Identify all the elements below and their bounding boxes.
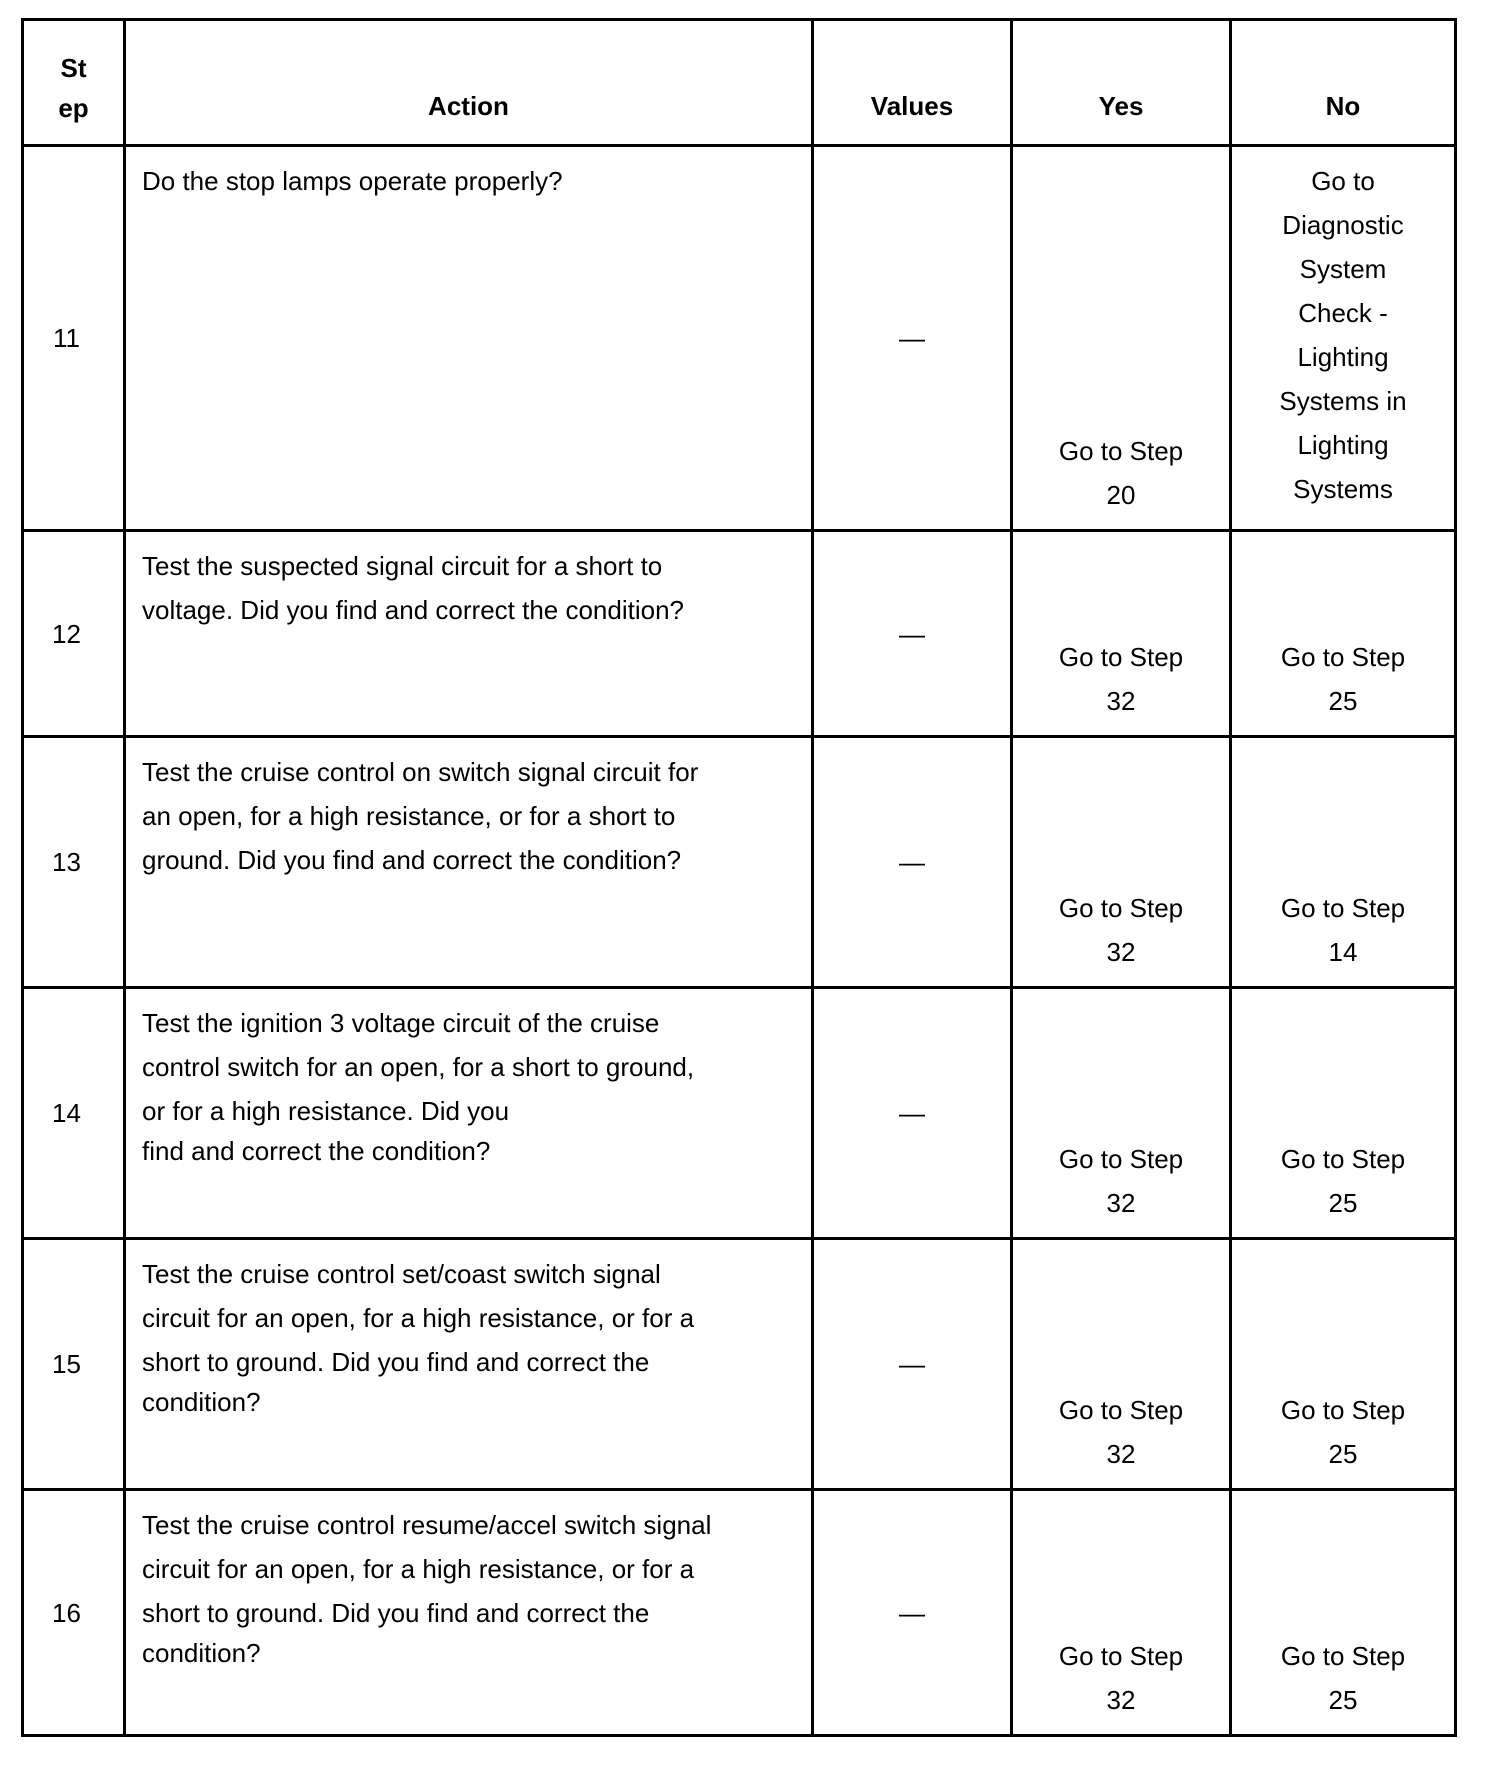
no-line: Systems in xyxy=(1279,386,1407,416)
values-cell: — xyxy=(813,531,1012,737)
no-line: Go to xyxy=(1311,166,1375,196)
action-text xyxy=(125,737,813,988)
yes-line: Go to Step xyxy=(1058,1395,1184,1425)
step-header-line1: St xyxy=(60,53,87,83)
table-row xyxy=(23,1239,1456,1490)
no-cell xyxy=(1231,1239,1456,1490)
no-line: 25 xyxy=(1328,1188,1358,1218)
no-line: 14 xyxy=(1328,937,1358,967)
yes-line: 32 xyxy=(1106,686,1136,716)
action-line: an open, for a high resistance, or for a short to xyxy=(142,801,676,831)
yes-header: Yes xyxy=(1012,20,1231,146)
action-line: Test the cruise control set/coast switch signal xyxy=(142,1259,661,1289)
yes-cell xyxy=(1012,531,1231,737)
table-row xyxy=(23,1490,1456,1736)
yes-cell xyxy=(1012,988,1231,1239)
action-text xyxy=(125,531,813,737)
action-text xyxy=(125,988,813,1239)
step-header xyxy=(23,20,125,146)
action-line: control switch for an open, for a short to ground, xyxy=(142,1052,695,1082)
table-row xyxy=(23,988,1456,1239)
no-line: 25 xyxy=(1328,1439,1358,1469)
no-cell xyxy=(1231,988,1456,1239)
yes-line: 32 xyxy=(1106,1685,1136,1715)
no-line: 25 xyxy=(1328,686,1358,716)
no-line: 25 xyxy=(1328,1685,1358,1715)
table-row xyxy=(23,146,1456,531)
yes-line: 32 xyxy=(1106,1188,1136,1218)
action-line: or for a high resistance. Did you xyxy=(142,1096,510,1126)
yes-cell xyxy=(1012,146,1231,531)
yes-line: Go to Step xyxy=(1058,893,1184,923)
yes-cell xyxy=(1012,1490,1231,1736)
action-line: voltage. Did you find and correct the condition? xyxy=(142,595,685,625)
no-line: Go to Step xyxy=(1280,893,1406,923)
action-line: condition? xyxy=(142,1638,261,1668)
no-header: No xyxy=(1231,20,1456,146)
step-number: 16 xyxy=(23,1490,125,1736)
step-number: 15 xyxy=(23,1239,125,1490)
no-cell xyxy=(1231,737,1456,988)
yes-line: Go to Step xyxy=(1058,436,1184,466)
values-cell: — xyxy=(813,146,1012,531)
step-number: 14 xyxy=(23,988,125,1239)
step-number: 12 xyxy=(23,531,125,737)
no-line: Go to Step xyxy=(1280,642,1406,672)
action-line: circuit for an open, for a high resistance, or for a xyxy=(142,1303,695,1333)
values-cell: — xyxy=(813,1239,1012,1490)
no-line: Lighting xyxy=(1297,430,1389,460)
diagnostic-table xyxy=(21,18,1457,1737)
action-line: Test the cruise control on switch signal circuit for xyxy=(142,757,699,787)
step-number: 13 xyxy=(23,737,125,988)
no-cell xyxy=(1231,146,1456,531)
no-cell xyxy=(1231,531,1456,737)
action-text xyxy=(125,1239,813,1490)
table-row xyxy=(23,531,1456,737)
action-header: Action xyxy=(125,20,813,146)
values-cell: — xyxy=(813,1490,1012,1736)
action-text xyxy=(125,1490,813,1736)
action-line: condition? xyxy=(142,1387,261,1417)
step-header-line2: ep xyxy=(58,93,89,123)
action-line: circuit for an open, for a high resistance, or for a xyxy=(142,1554,695,1584)
action-line: Test the cruise control resume/accel switch signal xyxy=(142,1510,712,1540)
yes-line: 32 xyxy=(1106,1439,1136,1469)
step-number: 11 xyxy=(23,146,125,531)
header-row xyxy=(23,20,1456,146)
no-line: Systems xyxy=(1293,474,1393,504)
values-cell: — xyxy=(813,988,1012,1239)
table-row xyxy=(23,737,1456,988)
no-line: System xyxy=(1299,254,1387,284)
action-line: Test the ignition 3 voltage circuit of the cruise xyxy=(142,1008,660,1038)
action-text: Do the stop lamps operate properly? xyxy=(125,146,813,531)
yes-line: 20 xyxy=(1106,480,1136,510)
values-cell: — xyxy=(813,737,1012,988)
yes-line: Go to Step xyxy=(1058,642,1184,672)
action-line: find and correct the condition? xyxy=(142,1136,491,1166)
values-header: Values xyxy=(813,20,1012,146)
no-line: Go to Step xyxy=(1280,1144,1406,1174)
no-line: Lighting xyxy=(1297,342,1389,372)
yes-cell xyxy=(1012,737,1231,988)
action-line: ground. Did you find and correct the condition? xyxy=(142,845,682,875)
yes-line: 32 xyxy=(1106,937,1136,967)
yes-cell xyxy=(1012,1239,1231,1490)
action-line: Test the suspected signal circuit for a short to xyxy=(142,551,663,581)
no-line: Go to Step xyxy=(1280,1395,1406,1425)
yes-line: Go to Step xyxy=(1058,1641,1184,1671)
no-line: Check - xyxy=(1298,298,1388,328)
action-line: short to ground. Did you find and correct the xyxy=(142,1598,650,1628)
yes-line: Go to Step xyxy=(1058,1144,1184,1174)
no-cell xyxy=(1231,1490,1456,1736)
action-line: short to ground. Did you find and correct the xyxy=(142,1347,650,1377)
no-line: Go to Step xyxy=(1280,1641,1406,1671)
no-line: Diagnostic xyxy=(1282,210,1404,240)
